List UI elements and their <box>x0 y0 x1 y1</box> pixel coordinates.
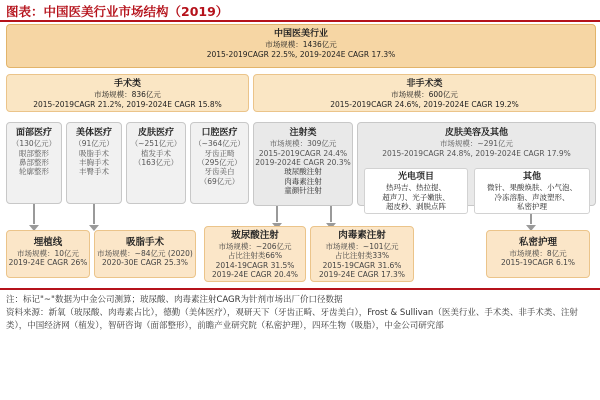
private-title: 私密护理 <box>518 237 557 248</box>
oral-box <box>190 122 249 204</box>
botox-share: 占比注射类33% <box>334 251 390 261</box>
photo-box <box>364 168 468 214</box>
botox-size: 市场规模：~101亿元 <box>325 241 399 251</box>
industry-box <box>6 24 596 68</box>
injection-item: 肉毒素注射 <box>284 176 322 186</box>
facial-item: 鼻部整形 <box>19 158 49 167</box>
facial-title: 面部医疗 <box>15 128 52 138</box>
injection-box <box>253 122 353 206</box>
surgical-cagr: 2015-2019CAGR 21.2%, 2019-2024E CAGR 15.8% <box>33 99 222 109</box>
nonsurgical-size: 市场规模：600亿元 <box>391 90 458 100</box>
oral-subsize: （69亿元） <box>199 176 240 186</box>
skin-subsize: （163亿元） <box>133 158 179 167</box>
industry-title: 中国医美行业 <box>273 29 328 39</box>
oral-size: （~364亿元） <box>194 139 245 149</box>
oral-item: 牙齿正畸 <box>204 148 235 158</box>
skin-box <box>126 122 186 204</box>
injection-title: 注射类 <box>289 128 317 138</box>
ha-size: 市场规模：~206亿元 <box>218 241 292 251</box>
ha-cagr: 2014-19CAGR 31.5% <box>215 260 295 270</box>
thread-cagr: 2019-24E CAGR 26% <box>8 258 88 268</box>
surgical-size: 市场规模：836亿元 <box>94 90 161 100</box>
oral-subsize: （295亿元） <box>197 158 242 167</box>
lipo-cagr: 2020-30E CAGR 25.3% <box>102 258 188 268</box>
nonsurgical-title: 非手术类 <box>406 79 443 89</box>
skin-item: 植发手术 <box>141 148 171 158</box>
ha-share: 占比注射类66% <box>227 251 283 261</box>
private-box <box>486 230 590 278</box>
ha-box <box>204 226 306 282</box>
injection-cagr: 2015-2019CAGR 24.4% <box>258 148 348 158</box>
ha-title: 玻尿酸注射 <box>231 230 279 241</box>
thread-size: 市场规模：10亿元 <box>16 248 80 258</box>
facial-item: 轮廓整形 <box>19 167 49 177</box>
photo-title: 光电项目 <box>397 172 434 182</box>
body-item: 吸脂手术 <box>79 148 109 158</box>
botox-cagr: 2019-24E CAGR 17.3% <box>319 270 405 279</box>
note-text: 注：标记"~"数据为中金公司测算；玻尿酸、肉毒素注射CAGR为针剂市场出厂价口径数据 <box>6 295 343 305</box>
other-box <box>474 168 590 214</box>
skincare-cagr: 2015-2019CAGR 24.8%, 2019-2024E CAGR 17.9% <box>382 148 571 158</box>
other-title: 其他 <box>522 172 541 182</box>
oral-title: 口腔医疗 <box>201 128 238 138</box>
nonsurgical-box <box>253 74 596 112</box>
ha-cagr: 2019-24E CAGR 20.4% <box>212 270 298 279</box>
skin-title: 皮肤医疗 <box>137 128 174 138</box>
other-item: 微针、果酸焕肤、小气泡、 <box>487 183 577 193</box>
body-item: 丰臀手术 <box>79 167 109 177</box>
skincare-size: 市场规模：~291亿元 <box>439 139 514 149</box>
body-box <box>66 122 122 204</box>
body-title: 美体医疗 <box>75 128 112 138</box>
injection-item: 童颜针注射 <box>284 186 322 196</box>
facial-item: 眼部整形 <box>19 148 49 158</box>
botox-box <box>310 226 414 282</box>
injection-item: 玻尿酸注射 <box>284 167 322 177</box>
photo-item: 热玛吉、热拉提、 <box>386 183 446 193</box>
thread-title: 埋植线 <box>33 237 63 248</box>
notes <box>6 294 594 334</box>
surgical-title: 手术类 <box>113 79 141 89</box>
botox-title: 肉毒素注射 <box>338 230 386 241</box>
lipo-size: 市场规模：~84亿元 (2020) <box>97 248 193 258</box>
photo-item: 超声刀、光子嫩肤、 <box>382 192 450 202</box>
facial-size: （130亿元） <box>11 139 57 149</box>
facial-box <box>6 122 62 204</box>
private-cagr: 2015-19CAGR 6.1% <box>500 258 576 268</box>
notes-divider <box>0 288 600 290</box>
body-size: （91亿元） <box>74 139 114 149</box>
botox-cagr: 2015-19CAGR 31.6% <box>322 260 402 270</box>
private-size: 市场规模：8亿元 <box>509 248 567 258</box>
source-text: 资料来源：新氧（玻尿酸、肉毒素占比），德勤（美体医疗），观研天下（牙齿正畸、牙齿美白），Frost & Sullivan（医美行业、手术类、非手术类、注射类），中国经济网（植发），智研咨询（面部整形），前瞻产业研究院（私密护理），四环生物（吸脂），中金公司研究部 <box>6 308 578 332</box>
lipo-title: 吸脂手术 <box>125 237 164 248</box>
title-divider <box>0 20 600 22</box>
skincare-title: 皮肤美容及其他 <box>444 128 508 138</box>
thread-box <box>6 230 90 278</box>
body-item: 丰胸手术 <box>79 158 109 167</box>
injection-cagr: 2019-2024E CAGR 20.3% <box>255 158 351 167</box>
industry-cagr: 2015-2019CAGR 22.5%, 2019-2024E CAGR 17.3% <box>206 49 396 59</box>
industry-size: 市场规模：1436亿元 <box>265 40 337 50</box>
other-item: 私密护理 <box>517 202 547 211</box>
other-item: 冷冻溶脂、声波塑形、 <box>494 192 570 202</box>
chart-title: 图表：中国医美行业市场结构（2019） <box>6 4 229 19</box>
nonsurgical-cagr: 2015-2019CAGR 24.6%, 2019-2024E CAGR 19.2% <box>330 99 519 109</box>
surgical-box <box>6 74 249 112</box>
lipo-box <box>94 230 196 278</box>
skin-size: （~251亿元） <box>130 139 182 149</box>
oral-item: 牙齿美白 <box>204 167 235 177</box>
injection-size: 市场规模：309亿元 <box>269 139 337 149</box>
photo-item: 超皮秒、剥脱点阵 <box>386 202 446 211</box>
